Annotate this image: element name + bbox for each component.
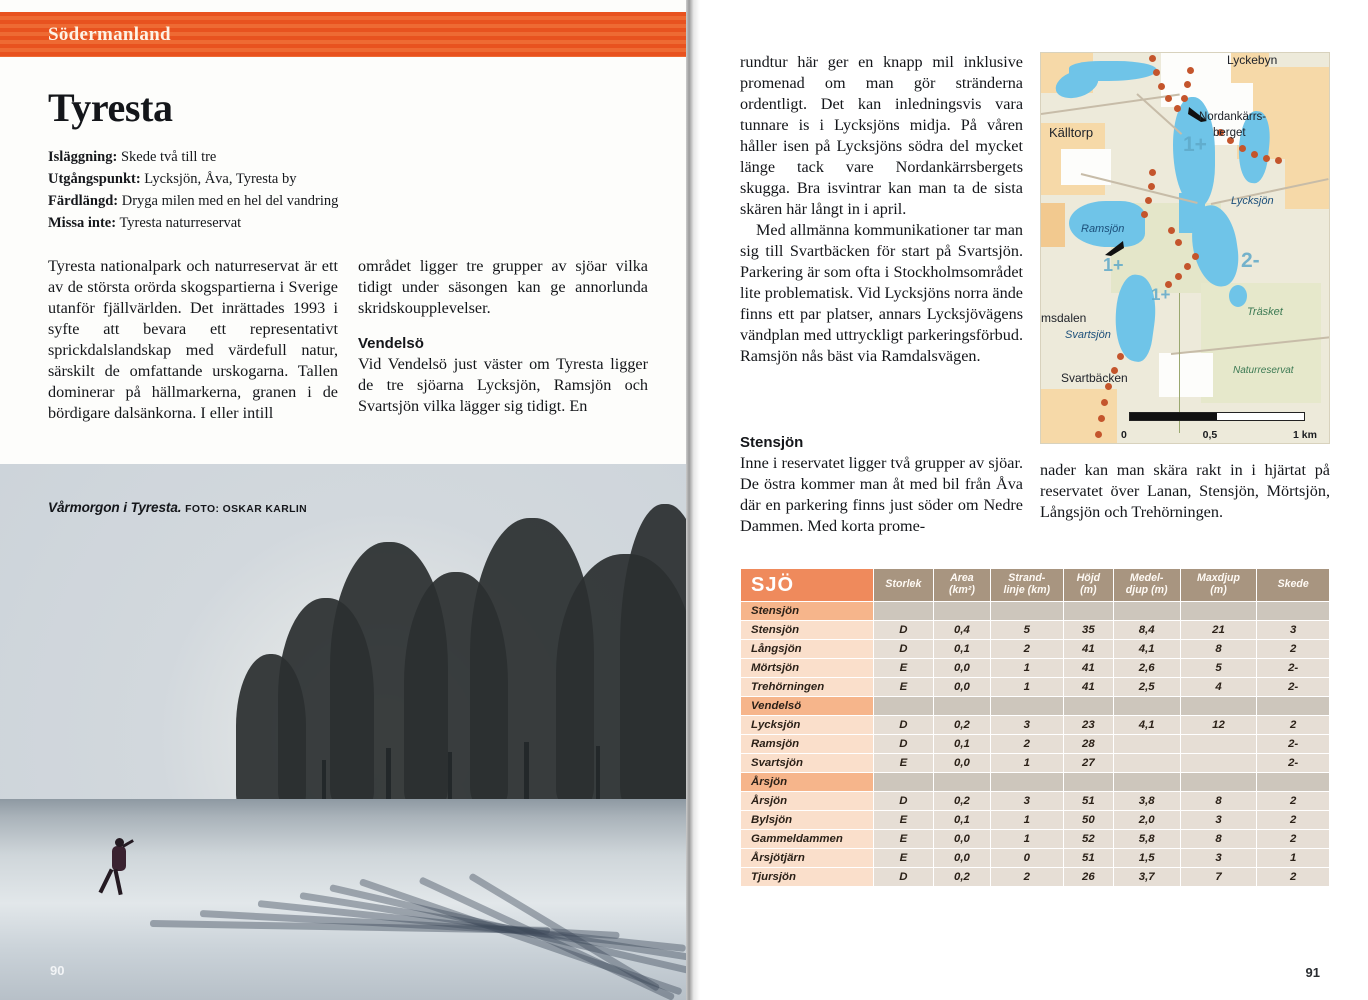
cell-value: D — [873, 620, 934, 639]
col-header-line: Medel- — [1129, 572, 1164, 584]
col-header-line: linje (km) — [1003, 583, 1051, 596]
cell-value: 2,5 — [1113, 677, 1180, 696]
table-body — [741, 601, 1330, 886]
route-dot — [1192, 253, 1199, 260]
cell-value: 1 — [990, 677, 1063, 696]
cell-value: 8 — [1180, 791, 1257, 810]
cell-value: 28 — [1063, 734, 1113, 753]
cell-value: 21 — [1180, 620, 1257, 639]
route-dot — [1098, 415, 1105, 422]
tree-silhouette — [236, 654, 306, 804]
map-grade-marker: 1+ — [1103, 255, 1124, 275]
cell-value: 12 — [1180, 715, 1257, 734]
lake-data-table-wrapper — [740, 568, 1330, 887]
route-dot — [1251, 151, 1258, 158]
cell-value: 0,2 — [934, 791, 990, 810]
cell-value: 4 — [1180, 677, 1257, 696]
col-header-line: Maxdjup — [1197, 572, 1240, 584]
col-header-line: Area — [950, 572, 974, 584]
left-page-content — [48, 85, 648, 424]
route-dot — [1149, 169, 1156, 176]
route-dot — [1175, 273, 1182, 280]
cell-value: 0,1 — [934, 639, 990, 658]
fact-label: Missa inte: — [48, 215, 117, 232]
col-header-line: Höjd — [1076, 572, 1101, 584]
fact-item — [48, 212, 648, 234]
table-row — [741, 715, 1330, 734]
table-row — [741, 791, 1330, 810]
right-page — [700, 0, 1368, 1000]
col-header-line: (m) — [1210, 583, 1227, 596]
cell-value — [873, 772, 934, 791]
cell-value: 0,2 — [934, 715, 990, 734]
page-number-left: 90 — [50, 963, 65, 978]
cell-value: 3 — [1180, 810, 1257, 829]
col-header-line: (km²) — [948, 583, 975, 596]
cell-value — [873, 696, 934, 715]
cell-value: 8,4 — [1113, 620, 1180, 639]
cell-value: 35 — [1063, 620, 1113, 639]
scale-segment-empty — [1217, 413, 1304, 420]
cell-value: D — [873, 791, 934, 810]
cell-value: 41 — [1063, 658, 1113, 677]
map-label-svartsjon: Svartsjön — [1065, 329, 1111, 341]
cell-value: 0,0 — [934, 658, 990, 677]
cell-value: 3 — [1257, 620, 1330, 639]
cell-value — [1180, 734, 1257, 753]
cell-value: 51 — [1063, 848, 1113, 867]
cell-value: 1 — [990, 753, 1063, 772]
cell-value — [1257, 772, 1330, 791]
cell-value — [1180, 601, 1257, 620]
cell-value: 2 — [990, 867, 1063, 886]
region-banner — [0, 12, 686, 57]
paragraph: nader kan man skära rakt in i hjärtat på reservatet över Lanan, Stensjön, Mörtsjön, Långsjön och Trehörningen. — [1040, 461, 1330, 521]
route-dot — [1168, 227, 1175, 234]
two-column-text — [48, 256, 648, 424]
cell-value — [1113, 734, 1180, 753]
cell-lake-name: Lycksjön — [741, 715, 874, 734]
table-title-text: SJÖ — [751, 573, 795, 596]
map-grade-marker: 2- — [1241, 249, 1260, 272]
cell-value — [1113, 772, 1180, 791]
cell-value — [1113, 753, 1180, 772]
cell-value: 2 — [1257, 715, 1330, 734]
route-dot — [1174, 105, 1181, 112]
col-header-maxdjup — [1180, 569, 1257, 602]
paragraph: Inne i reservatet ligger två grupper av sjöar. De östra kommer man åt med bil från Åva där en parkering finns just söder om Nedre Dammen. Med korta prome- — [740, 454, 1023, 535]
table-group-row — [741, 772, 1330, 791]
cell-value: 0,4 — [934, 620, 990, 639]
paragraph: Vid Vendelsö just väster om Tyresta ligger de tre sjöarna Lycksjön, Ramsjön och Svartsjön vilka lägger sig tidigt. En — [358, 355, 648, 415]
map-field-patch — [1041, 203, 1065, 247]
cell-value — [1113, 696, 1180, 715]
fact-label: Utgångspunkt: — [48, 171, 141, 188]
cell-value: E — [873, 753, 934, 772]
map-field-patch — [1041, 389, 1117, 444]
cell-value: 2 — [1257, 791, 1330, 810]
region-title: Södermanland — [48, 23, 171, 45]
route-dot — [1145, 197, 1152, 204]
route-dot — [1184, 263, 1191, 270]
fact-value: Skede två till tre — [120, 149, 217, 165]
section-heading-stensjon: Stensjön — [740, 434, 804, 451]
cell-value: 0 — [990, 848, 1063, 867]
col-header-medeldjup — [1113, 569, 1180, 602]
cell-lake-name: Trehörningen — [741, 677, 874, 696]
cell-value — [1257, 696, 1330, 715]
cell-lake-name: Årsjön — [741, 772, 874, 791]
cell-value: 0,0 — [934, 829, 990, 848]
cell-value: 0,0 — [934, 753, 990, 772]
lake-data-table — [740, 568, 1330, 887]
text-column-1 — [48, 256, 338, 424]
cell-value: 3,7 — [1113, 867, 1180, 886]
route-dot — [1187, 67, 1194, 74]
fact-label: Färdlängd: — [48, 193, 119, 210]
route-dot — [1148, 183, 1155, 190]
col-header-storlek — [873, 569, 934, 602]
fact-value: Lycksjön, Åva, Tyresta by — [144, 171, 297, 188]
cell-value: 26 — [1063, 867, 1113, 886]
cell-value: 2- — [1257, 658, 1330, 677]
cell-value: 2 — [990, 734, 1063, 753]
cell-value: 2 — [1257, 810, 1330, 829]
col-header-line: Skede — [1277, 577, 1309, 590]
table-group-row — [741, 696, 1330, 715]
cell-value: E — [873, 810, 934, 829]
map-label-kalltorp: Källtorp — [1049, 125, 1094, 140]
cell-value: 2- — [1257, 753, 1330, 772]
fact-value: Tyresta naturreservat — [119, 215, 242, 232]
cell-value: 8 — [1180, 829, 1257, 848]
route-dot — [1095, 431, 1102, 438]
right-text-stensjon-block — [740, 418, 1023, 537]
cell-value — [1180, 772, 1257, 791]
cell-lake-name: Stensjön — [741, 620, 874, 639]
area-map[interactable] — [1040, 52, 1330, 444]
cell-lake-name: Svartsjön — [741, 753, 874, 772]
cell-value: 4,1 — [1113, 715, 1180, 734]
section-heading-vendelso: Vendelsö — [358, 335, 424, 353]
cell-value: D — [873, 734, 934, 753]
route-dot — [1149, 55, 1156, 62]
scale-label-start: 0 — [1121, 429, 1127, 441]
cell-value: 2- — [1257, 677, 1330, 696]
cell-value: 0,0 — [934, 677, 990, 696]
cell-value: 3 — [1180, 848, 1257, 867]
cell-value — [1257, 601, 1330, 620]
cell-value — [934, 601, 990, 620]
col-header-line: djup (m) — [1125, 583, 1168, 596]
photo-caption — [48, 500, 307, 515]
cell-value — [873, 601, 934, 620]
photo-credit: FOTO: OSKAR KARLIN — [185, 504, 308, 515]
cell-value — [1063, 772, 1113, 791]
cell-lake-name: Vendelsö — [741, 696, 874, 715]
cell-value: 3 — [990, 791, 1063, 810]
cell-value — [1063, 601, 1113, 620]
cell-value: 50 — [1063, 810, 1113, 829]
col-header-line: Storlek — [885, 577, 922, 590]
map-lake-trasket — [1229, 285, 1247, 307]
scale-segment-filled — [1130, 413, 1217, 420]
cell-value — [934, 772, 990, 791]
table-head — [741, 569, 1330, 602]
col-header-strandlinje — [990, 569, 1063, 602]
map-label-nordankarrsberget-1: Nordankärrs- — [1199, 111, 1267, 123]
route-dot — [1239, 145, 1246, 152]
cell-value: 1 — [1257, 848, 1330, 867]
page-number-right: 91 — [1305, 965, 1320, 980]
table-row — [741, 829, 1330, 848]
right-text-column-1 — [740, 52, 1023, 367]
cell-value: 2,0 — [1113, 810, 1180, 829]
cell-value: 3 — [990, 715, 1063, 734]
route-dot — [1263, 155, 1270, 162]
text-column-2 — [358, 256, 648, 424]
table-row — [741, 753, 1330, 772]
cell-value: 2 — [1257, 829, 1330, 848]
cell-value: 52 — [1063, 829, 1113, 848]
paragraph: området ligger tre grupper av sjöar vilka tidigt under säsongen kan ge annorlunda skridskoupplevelser. — [358, 257, 648, 318]
table-row — [741, 848, 1330, 867]
table-row — [741, 810, 1330, 829]
book-spine-gutter — [686, 0, 700, 1000]
cell-value: E — [873, 677, 934, 696]
cell-value: 0,0 — [934, 848, 990, 867]
map-label-lycksjon: Lycksjön — [1231, 195, 1274, 207]
map-scale-bar — [1129, 412, 1305, 421]
cell-lake-name: Tjursjön — [741, 867, 874, 886]
cell-value: 5,8 — [1113, 829, 1180, 848]
cell-value: 1 — [990, 658, 1063, 677]
cell-value — [990, 696, 1063, 715]
route-dot — [1153, 69, 1160, 76]
cell-lake-name: Stensjön — [741, 601, 874, 620]
cell-value: 7 — [1180, 867, 1257, 886]
route-dot — [1117, 353, 1124, 360]
fact-item — [48, 146, 648, 168]
col-header-area — [934, 569, 990, 602]
cell-value: 41 — [1063, 677, 1113, 696]
cell-value: E — [873, 658, 934, 677]
map-label-naturreservat: Naturreservat — [1233, 365, 1294, 376]
cell-value: 5 — [1180, 658, 1257, 677]
cell-lake-name: Gammeldammen — [741, 829, 874, 848]
table-row — [741, 639, 1330, 658]
map-label-nordankarrsberget-2: berget — [1213, 127, 1246, 139]
map-grade-marker: 1+ — [1183, 133, 1207, 156]
col-header-hojd — [1063, 569, 1113, 602]
page-title: Tyresta — [48, 85, 173, 130]
cell-value — [1180, 696, 1257, 715]
cell-value: 0,1 — [934, 810, 990, 829]
scale-label-end: 1 km — [1293, 429, 1317, 441]
cell-value: 3,8 — [1113, 791, 1180, 810]
map-label-lyckebyn: Lyckebyn — [1227, 53, 1278, 67]
map-scale-labels — [1121, 429, 1317, 441]
cell-value: 2,6 — [1113, 658, 1180, 677]
route-dot — [1175, 239, 1182, 246]
cell-lake-name: Bylsjön — [741, 810, 874, 829]
cell-value: 41 — [1063, 639, 1113, 658]
cell-value: 27 — [1063, 753, 1113, 772]
route-dot — [1101, 399, 1108, 406]
fact-item — [48, 190, 648, 212]
col-header-line: (m) — [1080, 583, 1097, 596]
photo-caption-text: Vårmorgon i Tyresta. — [48, 500, 182, 515]
cell-lake-name: Årsjön — [741, 791, 874, 810]
fact-item — [48, 168, 648, 190]
paragraph: Med allmänna kommunikationer tar man sig till Svartbäcken för start på Svartsjön. Parkering är som ofta i Stockholmsområdet lite problematisk. Vid Lycksjöns norra ände finns ett par platser, annars Lycksjövägens vändplan med uttryckligt parkeringsförbud. Ramsjön nås bäst via Ramdalsvägen. — [740, 220, 1023, 365]
cell-lake-name: Långsjön — [741, 639, 874, 658]
cell-value — [1063, 696, 1113, 715]
cell-value: 1,5 — [1113, 848, 1180, 867]
table-group-row — [741, 601, 1330, 620]
right-text-column-2 — [1040, 460, 1330, 523]
cell-value: 2 — [1257, 867, 1330, 886]
fact-value: Dryga milen med en hel del vandring — [121, 193, 339, 210]
fact-label: Isläggning: — [48, 149, 118, 165]
map-label-svartbacken: Svartbäcken — [1061, 371, 1128, 385]
route-dot — [1275, 157, 1282, 164]
col-header-line: Strand- — [1008, 572, 1046, 584]
table-row — [741, 658, 1330, 677]
route-dot — [1158, 83, 1165, 90]
cell-value: E — [873, 829, 934, 848]
cell-value: 0,2 — [934, 867, 990, 886]
cell-value: 2 — [1257, 639, 1330, 658]
cell-value: 51 — [1063, 791, 1113, 810]
route-dot — [1184, 81, 1191, 88]
route-dot — [1181, 95, 1188, 102]
cell-value: 1 — [990, 829, 1063, 848]
photo-winter-skater — [0, 464, 686, 1000]
cell-value: 4,1 — [1113, 639, 1180, 658]
paragraph: Tyresta nationalpark och naturreservat är ett av de största orörda skogspartierna i Sverige utanför fjällvärlden. Det inrättades 1993 i syfte att bevara ett representativt sprickdalslandskap med värdefull natur, särskilt de omfattande urskogarna. Tallen dominerar på hällmarkerna, granen i de bördigare dalsänkorna. I eller intill — [48, 257, 338, 422]
table-header-row — [741, 569, 1330, 602]
fact-list — [48, 146, 648, 234]
cell-value: D — [873, 715, 934, 734]
route-dot — [1165, 95, 1172, 102]
route-dot — [1141, 211, 1148, 218]
map-label-ramsjon: Ramsjön — [1081, 223, 1125, 235]
cell-lake-name: Ramsjön — [741, 734, 874, 753]
cell-value — [1113, 601, 1180, 620]
cell-lake-name: Årsjötjärn — [741, 848, 874, 867]
table-row — [741, 677, 1330, 696]
cell-value: D — [873, 867, 934, 886]
cell-value — [1180, 753, 1257, 772]
cell-value: 2 — [990, 639, 1063, 658]
skater-torso — [112, 846, 126, 871]
cell-value: 8 — [1180, 639, 1257, 658]
scale-label-mid: 0,5 — [1202, 429, 1218, 441]
cell-value — [990, 772, 1063, 791]
cell-value: E — [873, 848, 934, 867]
paragraph: rundtur här ger en knapp mil inklusive promenad om man gör stränderna ordentligt. Det kan inledningsvis vara tunnare is i Lycksjöns midja. På våren håller isen på Lycksjöns södra del mycket länge tack vare Nordankärrsbergets skugga. Bra isvintrar kan man ta de sista skären här långt in i april. — [740, 53, 1023, 218]
cell-value: 0,1 — [934, 734, 990, 753]
table-title-cell — [741, 569, 874, 602]
map-grade-marker: 1+ — [1151, 285, 1171, 304]
cell-value — [990, 601, 1063, 620]
col-header-skede — [1257, 569, 1330, 602]
cell-value: 2- — [1257, 734, 1330, 753]
cell-value: 5 — [990, 620, 1063, 639]
cell-value: D — [873, 639, 934, 658]
table-row — [741, 734, 1330, 753]
cell-value: 1 — [990, 810, 1063, 829]
cell-value: 23 — [1063, 715, 1113, 734]
table-row — [741, 867, 1330, 886]
cell-value — [934, 696, 990, 715]
map-label-msdalen: msdalen — [1041, 311, 1087, 325]
map-label-trasket: Träsket — [1247, 306, 1283, 318]
map-open-area — [1159, 353, 1213, 397]
table-row — [741, 620, 1330, 639]
cell-lake-name: Mörtsjön — [741, 658, 874, 677]
